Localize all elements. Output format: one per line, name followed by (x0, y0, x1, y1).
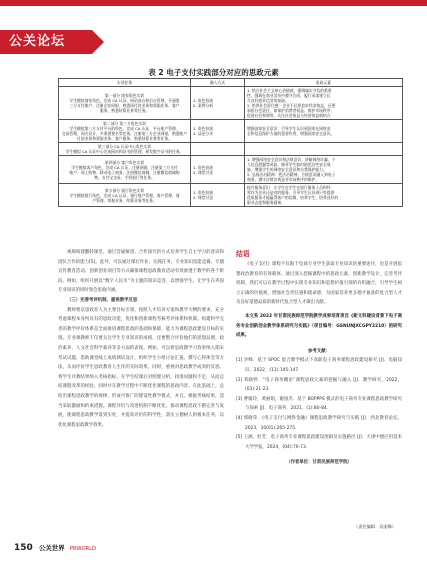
reference-item: [4] 郭晓荣．《电子支付与网络金融》课程思政教学研究与实践 [J]．西北教育论坛，2023，10(01):265-275. (236, 415, 402, 431)
table-cell-line: 承担社会责任，如保护消费者权益、维护市场秩序、 (247, 108, 335, 113)
table-cell-line: 学生模拟银行角色，完成 CA 认证、银行账户管理、客户管理、商 (69, 192, 180, 198)
table-cell-line: 账户、网上购物、移动电子商务、注册微信商城、注册微信商城购 (69, 169, 180, 175)
table-cell-line: 2. 弘扬法治精神：把法治精神，合规意识融入到电子 (247, 172, 336, 177)
table-cell-task (59, 184, 191, 207)
practice-table (58, 78, 403, 207)
table-cell-line: 付款业务和票据业务、客户服务、熟悉结算业务等任务。 (77, 136, 172, 141)
table-cell-line: 胁，增强学生的网络安全意识和自我保护能力。 (247, 167, 327, 172)
table-cell-line: 1. 角色扮演 (193, 98, 214, 103)
table-header-task: 实训任务 (59, 79, 191, 87)
table-cell-line: 增强国家安全意识：引导学生认识到国家在网络安 (247, 126, 331, 131)
table-header-method: 融入方式 (191, 79, 245, 87)
table-row (59, 120, 403, 143)
table-cell-line: 1. 角色扮演 (193, 190, 214, 195)
journal-name-en: PRWORLD (69, 546, 97, 552)
table-cell-line: 1. 结合社会主义核心价值观，强调诚实守信的重要 (247, 88, 332, 93)
table-cell-method (191, 156, 245, 184)
table-cell-line: 第五部分 银行角色实训 (104, 187, 145, 193)
table-cell-line: 学生模拟客户角色，完成 CA 认证、注册网银、注册第三方支付 (71, 164, 178, 170)
table-cell-line: 1. 角色扮演 (193, 126, 214, 131)
reference-item: [1] 李峰．基于 SPOC 混合教学模式下高职电子商务课程思政建设研究 [J]．电脑知识，2022，(11):145-147. (236, 358, 402, 373)
table-cell-line: 学生模拟商家角色，完成 CA 认证、网站前台和后台管理、开通第 (69, 98, 180, 103)
table-cell-line: 促进社会和谐等，关注社会效益与经济效益相结合 (247, 113, 331, 118)
table-cell-method (191, 143, 245, 156)
table-cell-line: 2. 谈论分享 (193, 131, 214, 136)
table-cell-task (59, 143, 191, 156)
subsection-heading: （三）完善考评机制，重视教学反思 (67, 297, 138, 303)
page-footer (14, 543, 96, 553)
page-number: 150 (14, 543, 33, 553)
table-cell-line: 户管理、票据业务、结算业务等任务。 (92, 197, 157, 203)
table-cell-line: 交易管理、网关设计、多渠道签名等任务，注册第三方企业网银，熟悉账户 (61, 131, 188, 136)
top-color-band (0, 0, 427, 6)
table-cell-line: 1. 增强网络安全意识和法律意识：讲解网络诈骗，个 (247, 157, 336, 162)
table-header-element: 思政元素 (245, 79, 403, 87)
body-paragraph: 《电子支付》课程不仅限于电商专业学生获取专业知识的重要途径，也是开展思想政治教育的有效载体。通过深入挖掘课程中的思政元素，创新教学设计，完善考评机制，我们可以在教学过程中实现专业知识和思想价值引领的有机融合，引导学生树立正确的价值观，增强社会责任感和使命感，为国家培养更多德才兼备的复合型人才及良好道德品质的新时代复合型人才做出贡献。 (236, 262, 402, 306)
table-cell-task (59, 156, 191, 184)
table-cell-element (245, 143, 403, 156)
table-cell-line: 2. 案例分析 (193, 103, 214, 108)
table-cell-task (59, 120, 191, 143)
table-cell-line: 学生模拟第三方支付平台的角色，完成 CA 认证、平台账户管理、 (69, 126, 180, 131)
table-cell-line: 商务，遵守法律法规是对市场秩序的维护。 (247, 177, 320, 182)
table-cell-line: 人信息泄漏等风险，指导学生如何防范这些安全威 (247, 162, 331, 167)
table-row (59, 156, 403, 184)
journal-name: 公关世界 (39, 544, 65, 552)
table-cell-line: 2. 培养社会责任感：企业不仅要追求经济效益，还要 (247, 103, 336, 108)
references-title: 参考文献： (308, 348, 330, 354)
editor-note: （责任编辑：袁丽娜） (354, 524, 396, 529)
table-cell-element (245, 184, 403, 207)
reference-item: [3] 曹敏玲，黄丽娟，谢国杰．基于 BOPPPS 模式的电子商务专业课程思政教学研究与探索 [J]．电子商务，2021，(1):80-84. (236, 396, 402, 412)
table-row (59, 143, 403, 156)
table-cell-line: 物、支付宝交易、手机银行等任务。 (94, 174, 155, 180)
table-cell-line: 第二部分 第三方角色实训 (103, 121, 146, 126)
table-cell-method (191, 184, 245, 207)
table-cell-element (245, 156, 403, 184)
table-cell-line: 职业态度和服务精神。 (247, 200, 285, 205)
table-cell-line: 第一部分 商家角色实训 (104, 93, 145, 98)
table-cell-task (59, 87, 191, 120)
funding-note: 本文系 2022 年甘肃民族师范学院教学成果培育项目《新文科建设背景下电子商务专业创新创业教学体系研究与实践》（项目编号：GSNUNJXCGPY2210）的研究成果。 (236, 313, 402, 339)
section-tag: 公关论坛 (0, 30, 92, 54)
table-cell-element (245, 120, 403, 143)
table-cell-line: 久良好商业信誉的基础。 (247, 98, 289, 103)
reference-item: [2] 邓晓婷．“电子商务概论”课程思政元素的挖掘与融入 [J]．教学研究，2022，(03):21-23. (236, 377, 402, 393)
table-row (59, 87, 403, 120)
table-title: 表 2 电子支付实践部分对应的思政元素 (148, 68, 279, 77)
table-body (59, 87, 403, 207)
table-cell-line: 三方支付账户、注册企业网银、熟悉网付款业务和票据业务、客户 (69, 103, 180, 108)
author-affiliation: （作者单位：甘肃民族师范学院） (286, 460, 352, 466)
table-cell-line: 学生模拟 CA 认证中心完成网站和证书的管理，颁发数字证书的任务。 (65, 149, 184, 154)
table-cell-line: 第四部分 客户角色实训 (104, 159, 145, 165)
table-cell-line: 第三部分 CA 认证中心角色实训 (97, 144, 152, 149)
table-row (59, 184, 403, 207)
body-paragraph: 教师要以思政育人为主要目标引领，按照人才培养方案和教学大纲的要求，充分考虑课程本身所具有的思政功能，优化和创新课程考核考评体系和机制。构建科学完善的教学评价体系是全面推进课程思政的基础和保障，能力为课程思政建设目标的实现。专业课教师不仅要关注学生专业知识的成绩，还要整合评价他们的思想品德、政治素养、人文社会科学素养等多方面的表现。例如，可以将思政教学习效果纳入期末考试试题，借助课堂线上成绩测试设计，组织学生小组讨论汇报、撰写心得体会等方法，从而评价学生思政教育人生作的实际效果。同时，重视对思政教学成效的反思。将学生评教结果纳入考核指标，在学生结课后对照理分析，找准问题和不足，从而总结课程改革的经验，同时并在教学过程中不断优化课程的思政内容。在此基础上，总结出课程思政教学的规律，形成可推广的建设性教学模式，并且，根据考核结果，适当采取激励和约束措施。课程评价与改进机制不断优化。推动课程思政不断完善与发展，使课程思政教学落到实处，并提高评价的科学性，落实立德树人的根本任务，以优化课程思政教学效果。 (58, 307, 224, 428)
table-cell-line: 提升服务意识：让学生在学生在银行服务人员和经 (247, 185, 331, 190)
table-cell-line: 服务、熟悉结算业务等任务。 (99, 108, 150, 113)
table-cell-element (245, 87, 403, 120)
table-header-row (59, 79, 403, 87)
conclusion-heading: 结语 (236, 250, 250, 258)
right-column (236, 248, 402, 468)
body-paragraph: 视频构建翻转课堂。通过答疑解惑、合作探究的方式培养学生自主学习的意识和团队合作的能力[5]。此外，可以通过课后作业、实践任务、专业知识技能竞赛、专题宣传教育活动、创新创业项目等方式确保课程思政教育活动有效渗透于教学的各个阶段。例如，组织开展以“数字人民币”为主题的知识竞答，以增强学生，让学生在巩固专业知识的同时领会思政内涵。 (58, 250, 224, 294)
table-cell-method (191, 120, 245, 143)
table-cell-line: 1. 角色扮演 (193, 164, 214, 170)
table-cell-method (191, 87, 245, 120)
table-cell-line: 2. 课堂讨论 (193, 169, 214, 175)
table-cell-line: 全和信息保护方面的重要作用，增强国家安全意识。 (247, 131, 335, 136)
table-cell-line: 性，强调在商业活动中遵守合同，履行承诺建立长 (247, 93, 331, 98)
table-cell-line: 营作为企业还是对的服务，引导学生认识到只有提供 (247, 190, 335, 195)
left-column (58, 248, 224, 430)
table-cell-line: 2. 课堂讨论 (193, 195, 214, 200)
table-cell-line: 优质服务才能赢得客户的信赖，培养学生，培养良好的 (247, 195, 339, 200)
reference-item: [5] 王涵，杜芳．电子商务专业课程思政建设逻辑及实施路径 [J]．天津中德应用技术大学学报，2024，(04):70-73. (236, 435, 402, 450)
